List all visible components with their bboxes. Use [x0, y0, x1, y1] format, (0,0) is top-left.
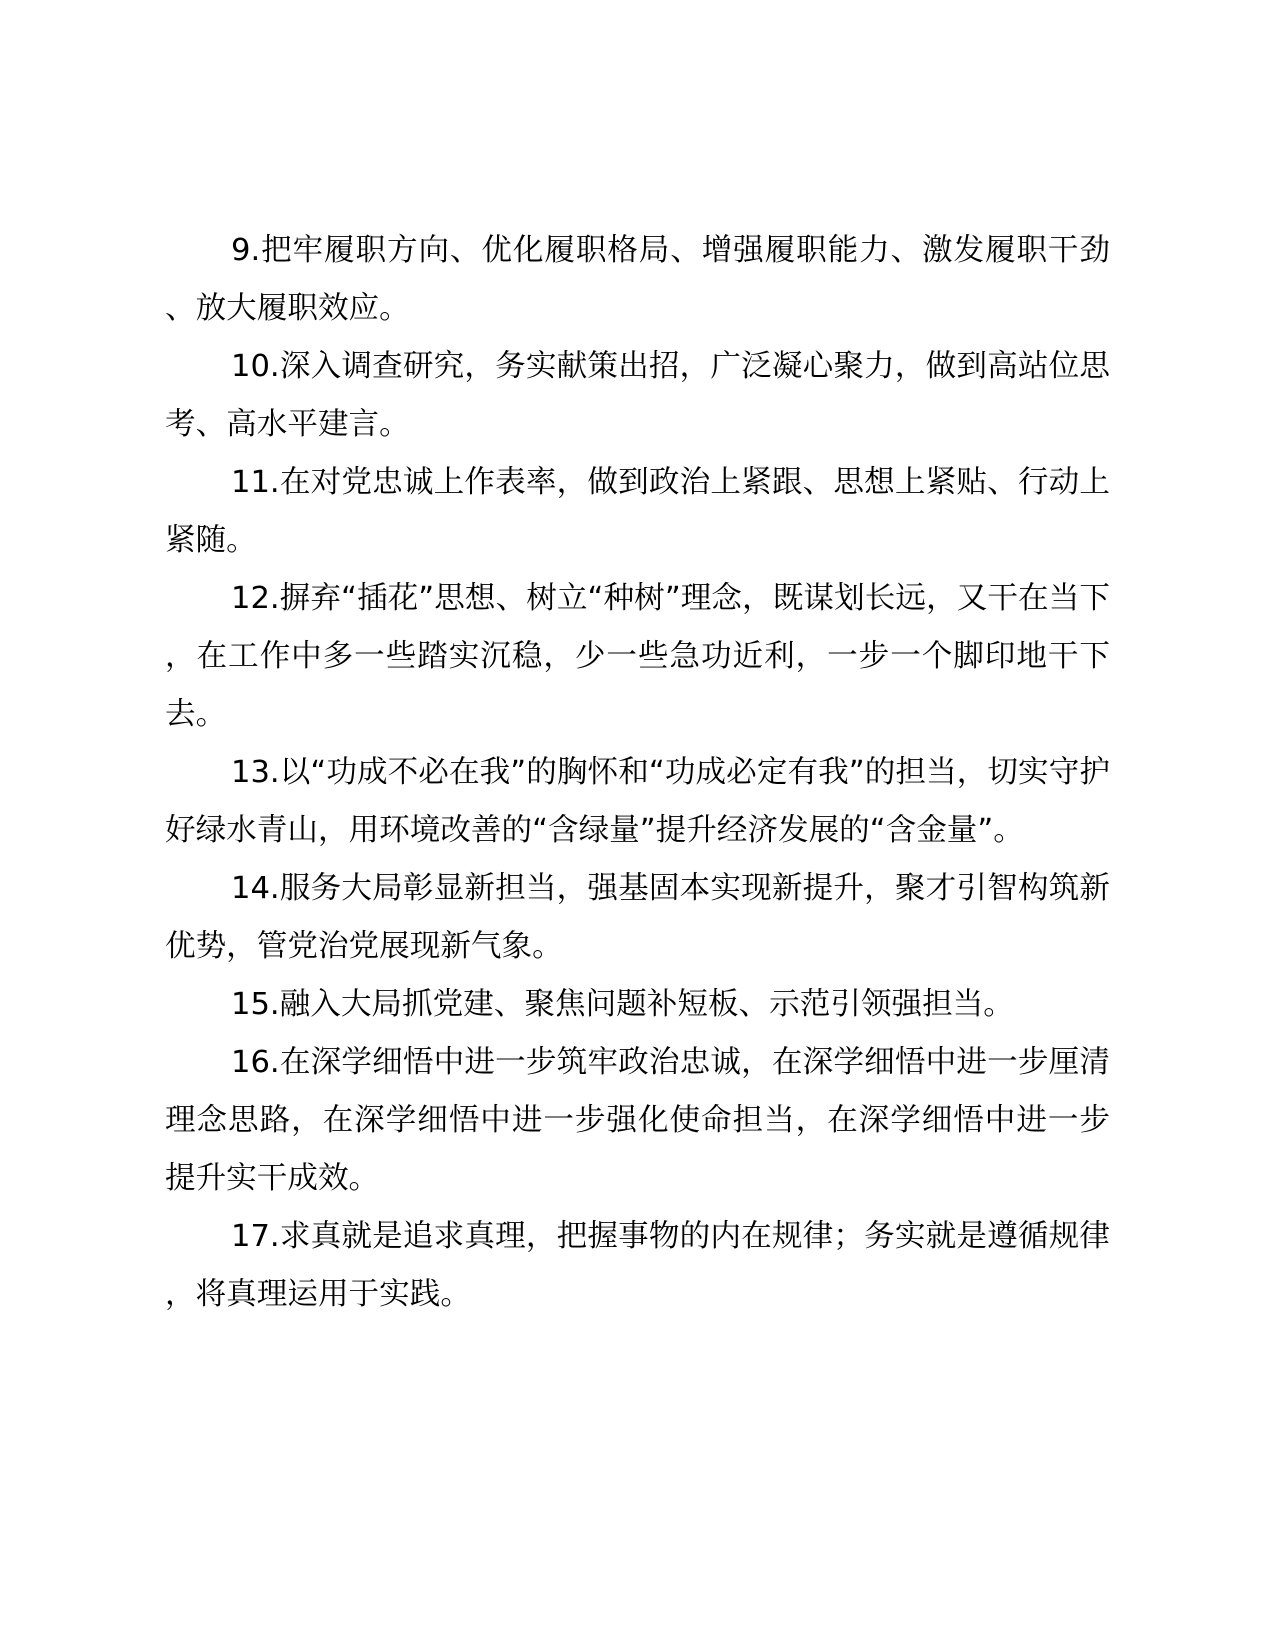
paragraph-17: 17.求真就是追求真理，把握事物的内在规律；务实就是遵循规律，将真理运用于实践。 [165, 1219, 1110, 1312]
paragraph-11: 11.在对党忠诚上作表率，做到政治上紧跟、思想上紧贴、行动上紧随。 [165, 465, 1110, 558]
paragraph-9: 9.把牢履职方向、优化履职格局、增强履职能力、激发履职干劲、放大履职效应。 [165, 233, 1110, 326]
paragraph-10: 10.深入调查研究，务实献策出招，广泛凝心聚力，做到高站位思考、高水平建言。 [165, 349, 1110, 442]
document-body [165, 222, 1110, 1324]
paragraph-13: 13.以“功成不必在我”的胸怀和“功成必定有我”的担当，切实守护好绿水青山，用环境改善的“含绿量”提升经济发展的“含金量”。 [165, 755, 1110, 848]
paragraph-14: 14.服务大局彰显新担当，强基固本实现新提升，聚才引智构筑新优势，管党治党展现新气象。 [165, 871, 1110, 964]
paragraph-16: 16.在深学细悟中进一步筑牢政治忠诚，在深学细悟中进一步厘清理念思路，在深学细悟中进一步强化使命担当，在深学细悟中进一步提升实干成效。 [165, 1045, 1110, 1196]
paragraph-15: 15.融入大局抓党建、聚焦问题补短板、示范引领强担当。 [231, 987, 1014, 1022]
paragraph-12: 12.摒弃“插花”思想、树立“种树”理念，既谋划长远，又干在当下，在工作中多一些踏实沉稳，少一些急功近利，一步一个脚印地干下去。 [165, 581, 1110, 732]
